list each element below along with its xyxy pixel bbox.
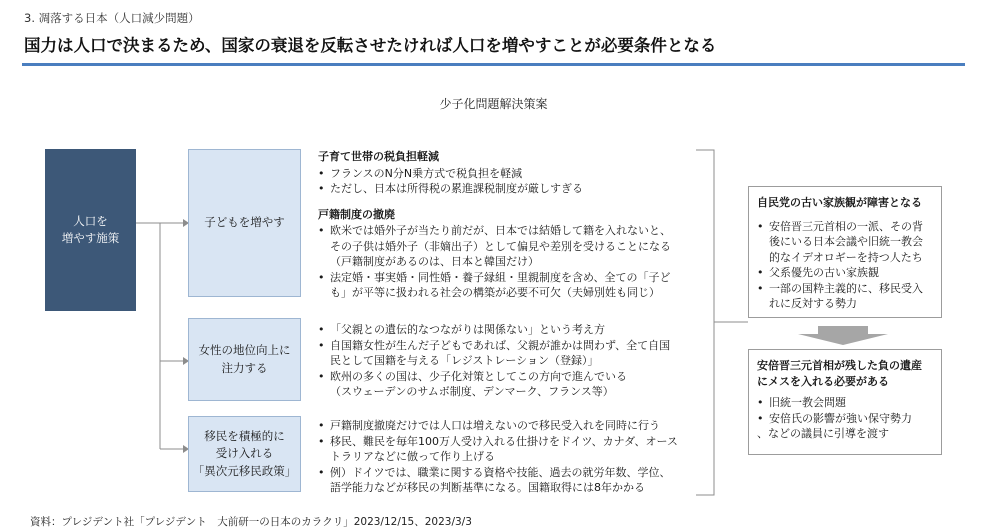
action-box <box>748 349 942 455</box>
bullet-text: 法定婚・事実婚・同性婚・養子縁組・里親制度を含め、全ての「子ど も」が平等に扱われる社会の構築が必要不可欠（夫婦別姓も同じ） <box>330 270 671 299</box>
obstacle-heading: 自民党の古い家族観が障害となる <box>757 196 922 209</box>
group-heading-koseki: 戸籍制度の撤廃 <box>318 207 395 221</box>
bullet-item <box>318 369 696 400</box>
bullet-text: 自国籍女性が生んだ子どもであれば、父親が誰かは問わず、全て自国 民として国籍を与える「レジストレーション（登録）」 <box>330 338 671 367</box>
bullet-item <box>757 265 933 281</box>
bullet-text: 安倍晋三元首相の一派、その背 後にいる日本会議や旧統一教会 的なイデオロギーを持つ人たち <box>769 219 923 264</box>
bullet-item <box>757 395 933 411</box>
bullet-item <box>318 181 696 197</box>
branch-box-women: 女性の地位向上に 注力する <box>188 318 301 401</box>
bullet-item <box>757 411 933 427</box>
bullet-item <box>318 338 696 369</box>
group-heading-tax: 子育て世帯の税負担軽減 <box>318 150 439 163</box>
bullet-dot: • <box>318 270 325 284</box>
bullet-item <box>318 322 696 338</box>
bullet-text: 欧米では婚外子が当たり前だが、日本では結婚して籍を入れないと、 その子供は婚外子（非嫡出子）として偏見や差別を受けることになる （戸籍制度があるのは、日本と韓国だけ） <box>330 224 671 268</box>
action-tail-text: 、などの議員に引導を渡す <box>757 427 889 440</box>
bullet-text: 一部の国粋主義的に、移民受入 れに反対する勢力 <box>769 281 923 310</box>
page-title: 国力は人口で決まるため、国家の衰退を反転させたければ人口を増やすことが必要条件となる <box>24 36 717 55</box>
bullet-text: 「父親との遺伝的なつながりは関係ない」という考え方 <box>330 323 605 336</box>
bullet-item <box>318 270 696 301</box>
bullet-dot: • <box>757 411 764 425</box>
branch-2-description <box>318 322 696 400</box>
source-note: 資料：プレジデント社「プレジデント 大前研一の日本のカラクリ」2023/12/15、2023/3/3 <box>30 516 472 528</box>
bullet-item <box>757 281 933 312</box>
bullet-item <box>318 434 696 465</box>
bullet-text: 旧統一教会問題 <box>769 396 846 409</box>
diagram-title: 少子化問題解決策案 <box>439 97 548 111</box>
bullet-dot: • <box>318 434 325 448</box>
bullet-item <box>757 219 933 266</box>
branch-box-immigration: 移民を積極的に 受け入れる 「異次元移民政策」 <box>188 416 301 492</box>
bullet-text: 欧州の多くの国は、少子化対策としてこの方向で進んでいる （スウェーデンのサムボ制度、デンマーク、フランス等） <box>330 369 627 398</box>
root-node: 人口を 増やす施策 <box>45 149 136 311</box>
bullet-text: 移民、難民を毎年100万人受け入れる仕掛けをドイツ、カナダ、オース トラリアなどに倣って作り上げる <box>330 434 678 463</box>
branch-box-children: 子どもを増やす <box>188 149 301 297</box>
bullet-item <box>318 418 696 434</box>
bullet-dot: • <box>318 369 325 383</box>
right-bracket <box>696 150 714 495</box>
bullet-dot: • <box>318 224 325 237</box>
bullet-dot: • <box>318 323 325 336</box>
bullet-text: 例）ドイツでは、職業に関する資格や技能、過去の就労年数、学位、 語学能力などが移民の判断基準になる。国籍取得には8年かかる <box>330 465 671 494</box>
bullet-text: 戸籍制度撤廃だけでは人口は増えないので移民受入れを同時に行う <box>330 419 660 432</box>
bullet-dot: • <box>318 166 325 180</box>
bullet-dot: • <box>757 266 764 279</box>
bullet-item <box>318 465 696 496</box>
action-heading: 安倍晋三元首相が残した負の遺産 にメスを入れる必要がある <box>757 359 922 388</box>
bullet-dot: • <box>318 338 325 352</box>
bullet-text: 安倍氏の影響が強い保守勢力 <box>769 411 912 425</box>
bullet-text: フランスのN分N乗方式で税負担を軽減 <box>330 166 523 180</box>
bullet-text: ただし、日本は所得税の累進課税制度が厳しすぎる <box>330 182 583 195</box>
bullet-item <box>318 166 696 182</box>
bullet-dot: • <box>318 465 325 479</box>
bullet-dot: • <box>318 182 325 195</box>
bullet-dot: • <box>757 281 764 295</box>
bullet-dot: • <box>757 219 764 233</box>
obstacle-box <box>748 186 942 318</box>
bullet-dot: • <box>318 419 325 432</box>
bullet-item <box>318 223 696 270</box>
section-label: 3. 凋落する日本（人口減少問題） <box>24 11 200 25</box>
bullet-text: 父系優先の古い家族観 <box>769 266 879 279</box>
branch-3-description <box>318 418 696 496</box>
bullet-dot: • <box>757 396 764 409</box>
branch-1-description <box>318 149 696 301</box>
down-arrow-icon <box>798 326 888 345</box>
